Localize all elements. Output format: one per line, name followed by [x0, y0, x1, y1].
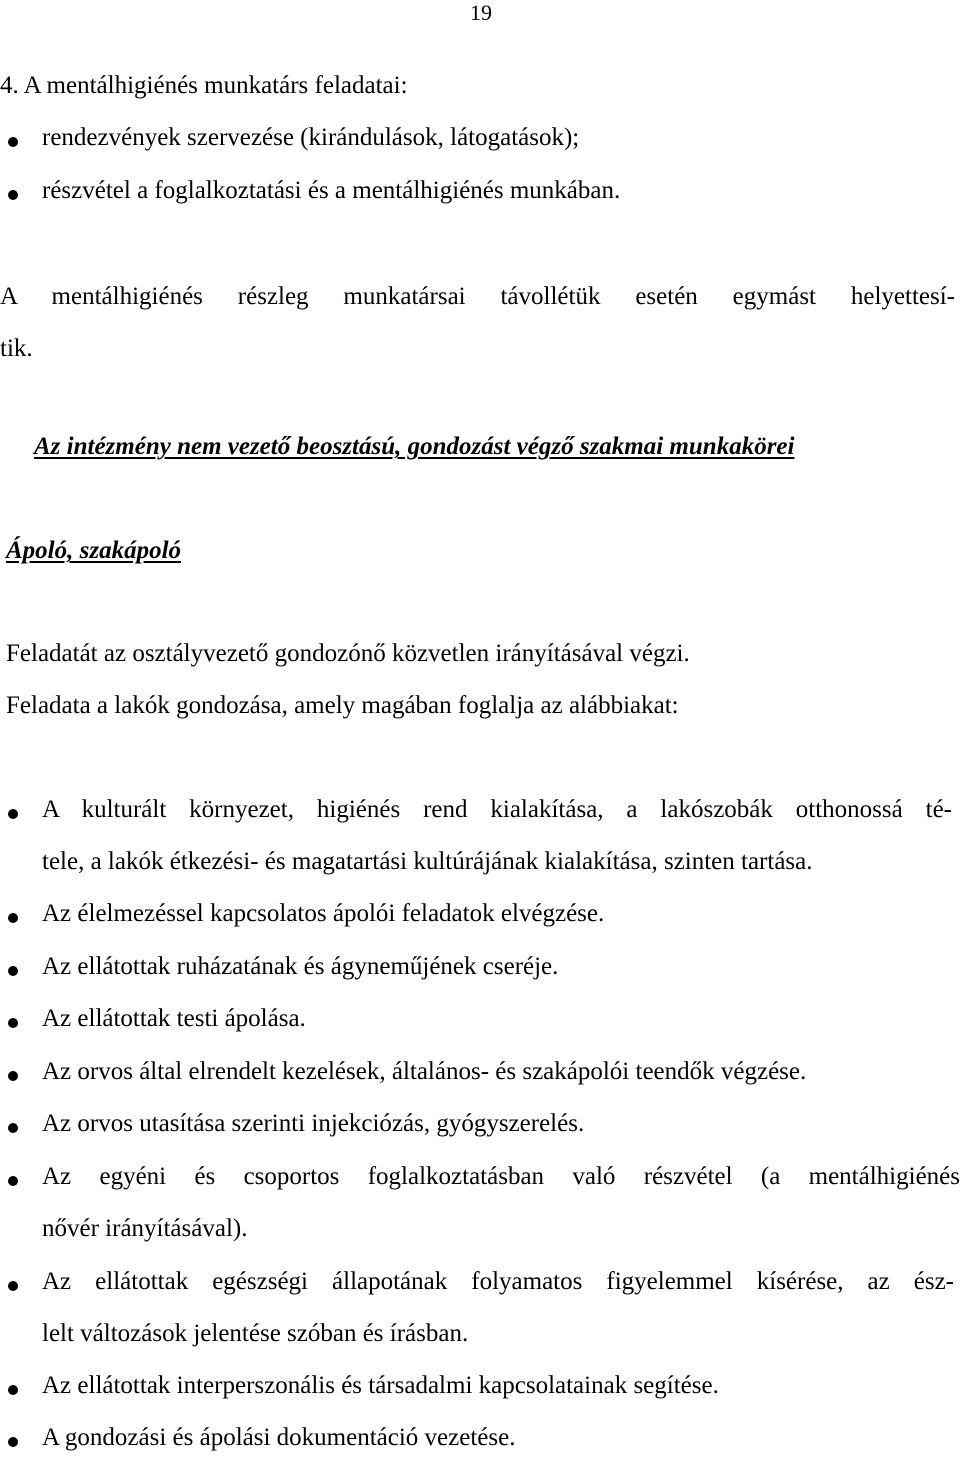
- bullet-icon: [8, 190, 18, 200]
- substitution-line-2: tik.: [0, 335, 33, 362]
- intro-line-2: Feladata a lakók gondozása, amely magában foglalja az alábbiakat:: [6, 692, 679, 719]
- section-4-title: 4. A mentálhigiénés munkatárs feladatai:: [0, 72, 408, 99]
- page-number: 19: [470, 0, 492, 25]
- bullet-icon: [8, 966, 18, 976]
- substitution-line-1: A mentálhigiénés részleg munkatársai távollétük esetén egymást helyettesí-: [0, 283, 955, 310]
- duty-line: A kulturált környezet, higiénés rend kialakítása, a lakószobák otthonossá té-: [42, 796, 952, 823]
- duty-line: Az ellátottak interperszonális és társadalmi kapcsolatainak segítése.: [42, 1372, 719, 1399]
- bullet-icon: [8, 1281, 18, 1291]
- duty-line: Az orvos által elrendelt kezelések, általános- és szakápolói teendők végzése.: [42, 1058, 807, 1085]
- section-4-item: részvétel a foglalkoztatási és a mentálhigiénés munkában.: [42, 177, 621, 204]
- duty-line: nővér irányításával).: [42, 1215, 248, 1242]
- job-subheading: Ápoló, szakápoló: [6, 537, 182, 564]
- bullet-icon: [8, 809, 18, 819]
- section-heading: Az intézmény nem vezető beosztású, gondozást végző szakmai munkakörei: [34, 433, 795, 460]
- duty-line: Az ellátottak ruházatának és ágyneműjének cseréje.: [42, 953, 559, 980]
- bullet-icon: [8, 1437, 18, 1447]
- duty-line: A gondozási és ápolási dokumentáció vezetése.: [42, 1424, 516, 1451]
- duty-line: Az élelmezéssel kapcsolatos ápolói feladatok elvégzése.: [42, 900, 605, 927]
- intro-line-1: Feladatát az osztályvezető gondozónő közvetlen irányításával végzi.: [6, 640, 690, 667]
- section-4-item: rendezvények szervezése (kirándulások, látogatások);: [42, 124, 580, 151]
- bullet-icon: [8, 1123, 18, 1133]
- bullet-icon: [8, 913, 18, 923]
- bullet-icon: [8, 1018, 18, 1028]
- duty-line: Az ellátottak egészségi állapotának folyamatos figyelemmel kísérése, az ész-: [42, 1268, 954, 1295]
- bullet-icon: [8, 1071, 18, 1081]
- bullet-icon: [8, 1176, 18, 1186]
- duty-line: Az orvos utasítása szerinti injekciózás, gyógyszerelés.: [42, 1110, 585, 1137]
- duty-line: tele, a lakók étkezési- és magatartási kultúrájának kialakítása, szinten tartása.: [42, 848, 813, 875]
- duty-line: Az ellátottak testi ápolása.: [42, 1005, 306, 1032]
- duty-line: Az egyéni és csoportos foglalkoztatásban való részvétel (a mentálhigiénés: [42, 1163, 960, 1190]
- bullet-icon: [8, 137, 18, 147]
- bullet-icon: [8, 1385, 18, 1395]
- duty-line: lelt változások jelentése szóban és írásban.: [42, 1320, 469, 1347]
